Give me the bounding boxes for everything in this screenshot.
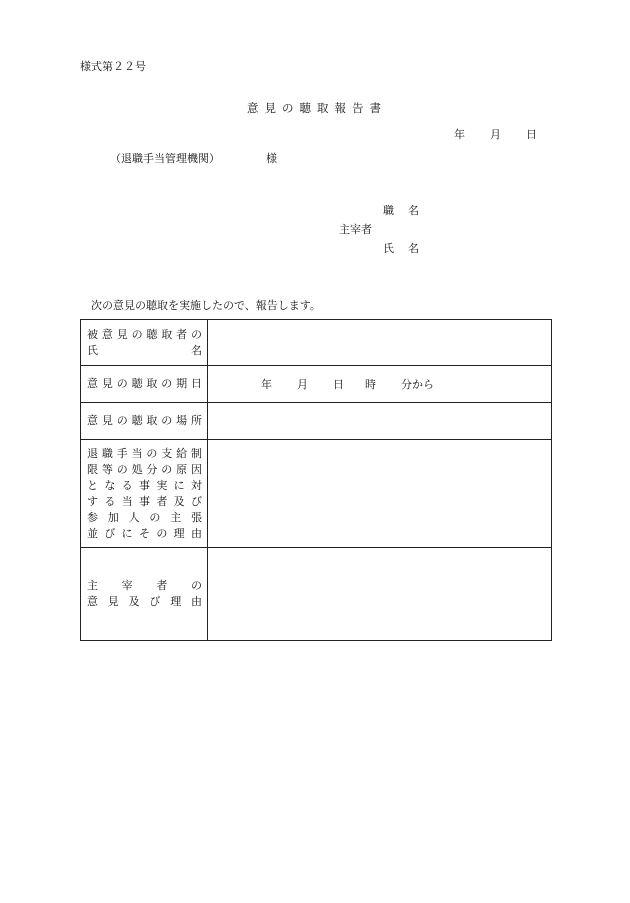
table-row [81, 548, 552, 641]
hearing-date-year: 年 [261, 378, 272, 391]
addressee-honorific: 様 [266, 152, 277, 165]
table-row [81, 403, 552, 440]
row-label-line: 退職手当の支給制 [87, 446, 202, 460]
parties-claims-field[interactable] [208, 440, 552, 548]
row-label-line: 意見の聴取の期日 [87, 377, 202, 390]
report-date [454, 126, 537, 142]
row-label-line: 意見の聴取の場所 [87, 414, 202, 427]
row-label-line: 限等の処分の原因 [87, 462, 202, 476]
label-cell [81, 320, 208, 366]
presider-position-label: 職名 [383, 204, 433, 217]
presider-opinion-field[interactable] [208, 548, 552, 641]
report-date-month: 月 [490, 128, 501, 141]
row-label-line: 主宰者の [87, 579, 202, 592]
report-date-year: 年 [454, 128, 465, 141]
report-date-day: 日 [526, 128, 537, 141]
label-cell [81, 548, 208, 641]
label-cell [81, 440, 208, 548]
row-label-line: 被意見の聴取者の [87, 327, 202, 341]
hearing-date-minute-from: 分から [401, 378, 434, 391]
hearing-subject-name-field[interactable] [208, 320, 552, 366]
hearing-date-template [208, 376, 551, 392]
hearing-date-field[interactable] [208, 366, 552, 403]
form-number: 様式第２２号 [80, 60, 146, 73]
presider-name-label: 氏名 [383, 242, 433, 255]
addressee-org: （退職手当管理機関） [110, 152, 220, 165]
document-title: 意見の聴取報告書 [247, 101, 387, 115]
hearing-date-hour: 時 [365, 378, 376, 391]
row-label-line: となる事実に対 [87, 478, 202, 492]
row-label-line: する当事者及び [87, 494, 202, 508]
hearing-date-day: 日 [333, 378, 344, 391]
table-row [81, 320, 552, 366]
table-row [81, 440, 552, 548]
label-cell [81, 366, 208, 403]
row-label-line: 氏名 [87, 343, 202, 357]
table-row [81, 366, 552, 403]
presider-role-label: 主宰者 [339, 223, 372, 236]
row-label-line: 参加人の主張 [87, 510, 202, 524]
intro-text: 次の意見の聴取を実施したので、報告します。 [91, 299, 321, 312]
label-cell [81, 403, 208, 440]
row-label-line: 並びにその理由 [87, 526, 202, 540]
hearing-report-table [80, 319, 552, 641]
addressee [110, 150, 277, 166]
hearing-date-month: 月 [297, 378, 308, 391]
row-label-line: 意見及び理由 [87, 595, 202, 608]
hearing-place-field[interactable] [208, 403, 552, 440]
